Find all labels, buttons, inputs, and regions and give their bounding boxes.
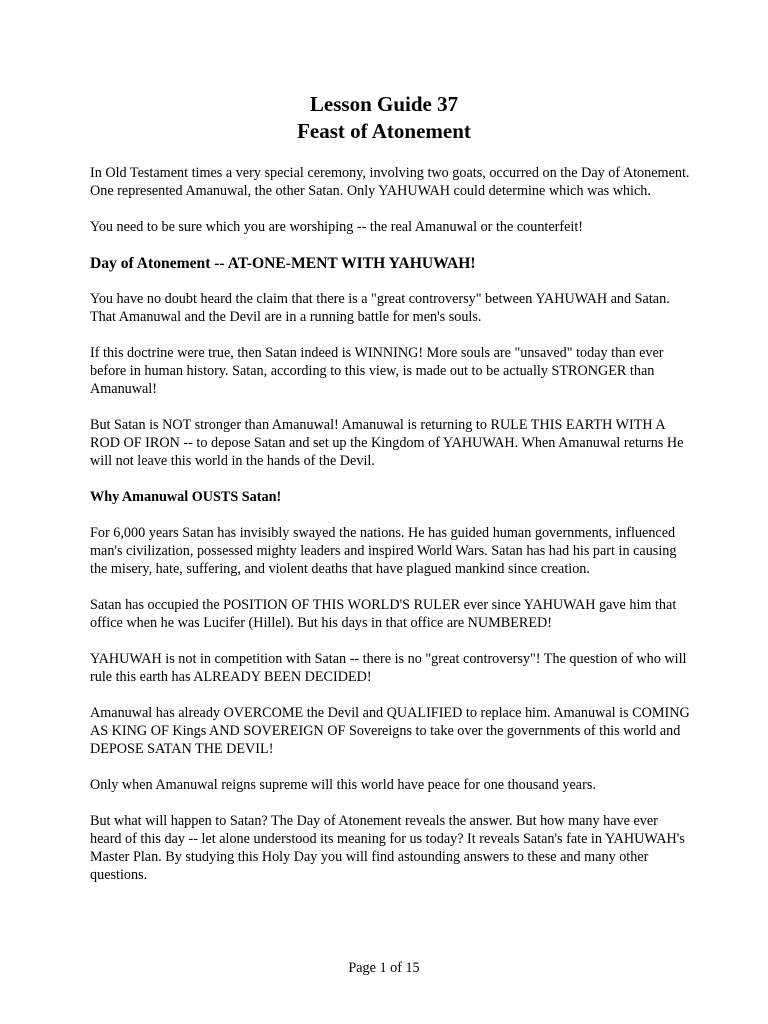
page-title	[0, 91, 768, 145]
paragraph-section2-3: YAHUWAH is not in competition with Satan -- there is no "great controversy"! The question of who will rule this earth has ALREADY BEEN DECIDED!	[90, 651, 687, 685]
page-number-footer: Page 1 of 15	[348, 960, 420, 976]
paragraph-section2-6: But what will happen to Satan? The Day of Atonement reveals the answer. But how many have ever heard of this day -- let alone understood its meaning for us today? It reveals Satan's fate in YAHUWAH's Master Plan. By studying this Holy Day you will find astounding answers to these and many other questions.	[90, 813, 685, 883]
title-line-feast: Feast of Atonement	[297, 119, 471, 143]
section-heading-ousts-satan: Why Amanuwal OUSTS Satan!	[90, 489, 282, 505]
paragraph-section1-3: But Satan is NOT stronger than Amanuwal! Amanuwal is returning to RULE THIS EARTH WITH A ROD OF IRON -- to depose Satan and set up the Kingdom of YAHUWAH. When Amanuwal returns He will not leave this world in the hands of the Devil.	[90, 417, 684, 469]
paragraph-section2-5: Only when Amanuwal reigns supreme will this world have peace for one thousand years.	[90, 777, 596, 793]
paragraph-section1-2: If this doctrine were true, then Satan indeed is WINNING! More souls are "unsaved" today than ever before in human history. Satan, according to this view, is made out to be actually STRONGER than Amanuwal!	[90, 345, 664, 397]
paragraph-section1-1: You have no doubt heard the claim that there is a "great controversy" between YAHUWAH and Satan. That Amanuwal and the Devil are in a running battle for men's souls.	[90, 291, 670, 325]
section-heading-day-of-atonement: Day of Atonement -- AT-ONE-MENT WITH YAHUWAH!	[90, 255, 476, 272]
paragraph-section2-4: Amanuwal has already OVERCOME the Devil and QUALIFIED to replace him. Amanuwal is COMING AS KING OF Kings AND SOVEREIGN OF Sovereigns to take over the governments of this world and DEPOSE SATAN THE DEVIL!	[90, 705, 690, 757]
paragraph-intro-1: In Old Testament times a very special ceremony, involving two goats, occurred on the Day of Atonement. One represented Amanuwal, the other Satan. Only YAHUWAH could determine which was which.	[90, 165, 690, 199]
title-line-lesson: Lesson Guide 37	[309, 92, 459, 116]
paragraph-intro-2: You need to be sure which you are worshiping -- the real Amanuwal or the counterfeit!	[90, 219, 584, 235]
document-body	[90, 164, 690, 902]
paragraph-section2-1: For 6,000 years Satan has invisibly swayed the nations. He has guided human governments, influenced man's civilization, possessed mighty leaders and inspired World Wars. Satan has had his part in causing the misery, hate, suffering, and violent deaths that have plagued mankind since creation.	[90, 525, 677, 577]
paragraph-section2-2: Satan has occupied the POSITION OF THIS WORLD'S RULER ever since YAHUWAH gave him that office when he was Lucifer (Hillel). But his days in that office are NUMBERED!	[90, 597, 677, 631]
